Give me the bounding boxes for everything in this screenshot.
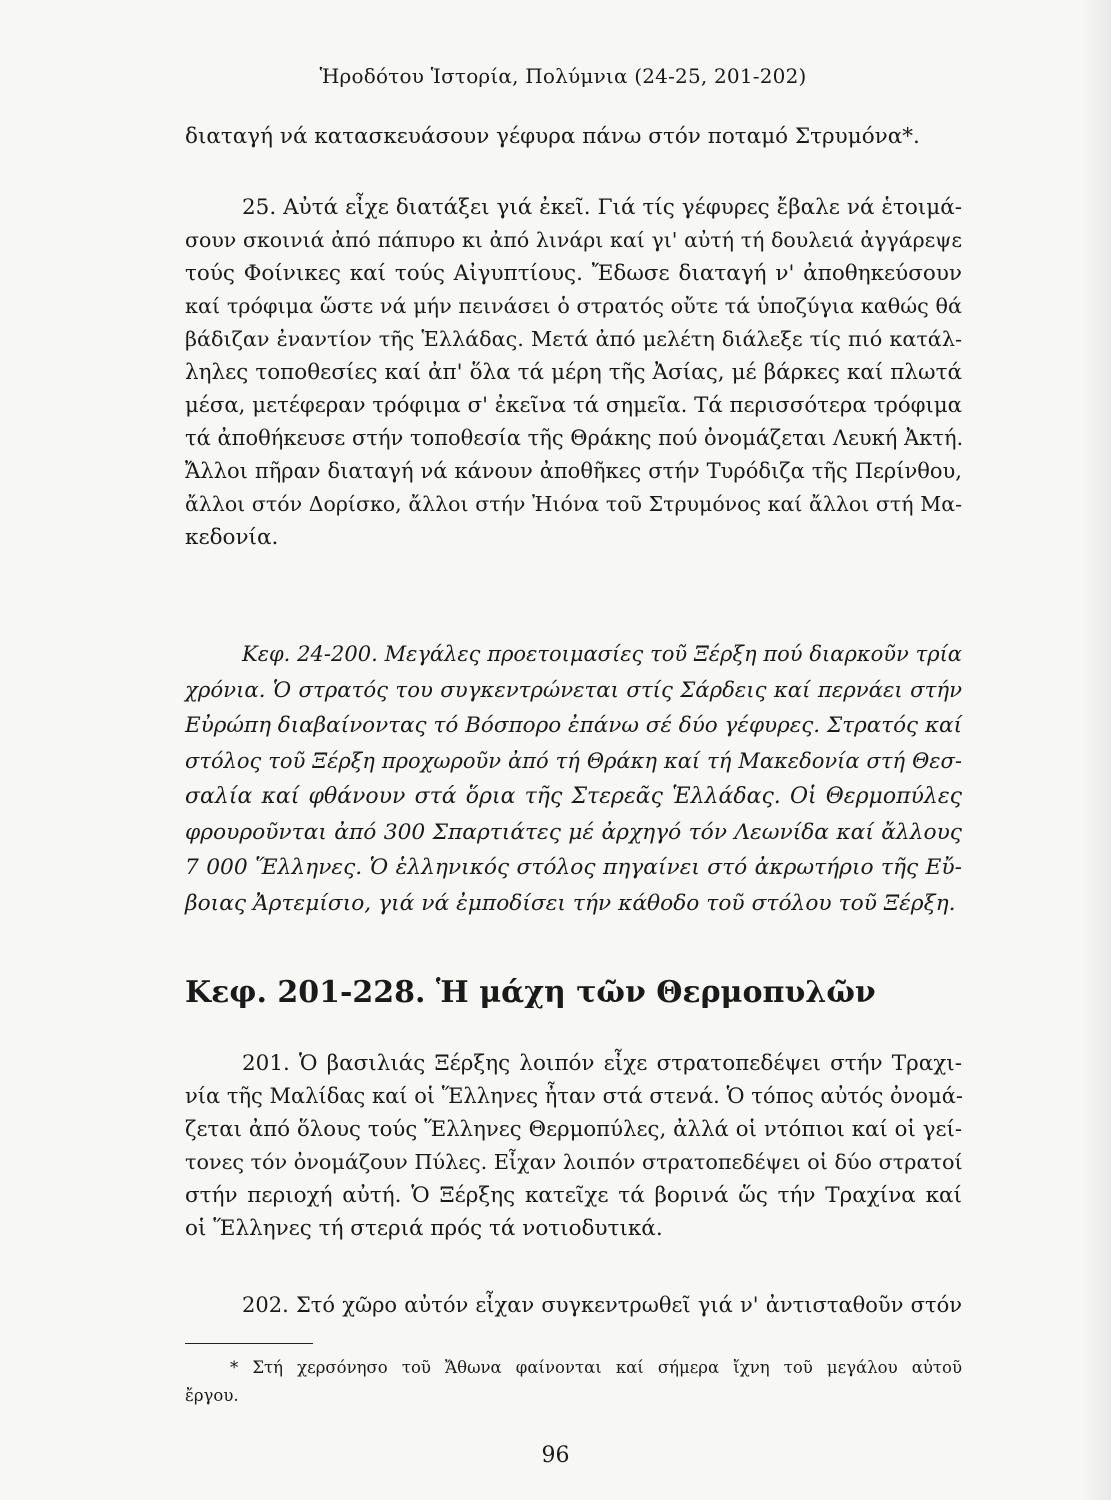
summary-line: σαλία καί φθάνουν στά ὅρια τῆς Στερεᾶς Ἑλλάδας. Οἱ Θερμοπύλες: [185, 784, 962, 809]
section-202-paragraph: [185, 1289, 962, 1322]
summary-line: βοιας Ἀρτεμίσιο, γιά νά ἐμποδίσει τήν κάθοδο τοῦ στόλου τοῦ Ξέρξη.: [185, 890, 956, 916]
text-line: 25. Αὐτά εἶχε διατάξει γιά ἐκεῖ. Γιά τίς γέφυρες ἔβαλε νά ἑτοιμά-: [242, 195, 962, 220]
page-number: 96: [541, 1443, 570, 1468]
text-line: οἱ Ἕλληνες τή στεριά πρός τά νοτιοδυτικά.: [185, 1216, 663, 1241]
footnote: [185, 1354, 962, 1410]
running-header: Ἡροδότου Ἱστορία, Πολύμνια (24-25, 201-202): [319, 64, 807, 88]
summary-line: φρουροῦνται ἀπό 300 Σπαρτιάτες μέ ἀρχηγό τόν Λεωνίδα καί ἄλλους: [185, 819, 962, 845]
summary-line: 7 000 Ἕλληνες. Ὁ ἑλληνικός στόλος πηγαίνει στό ἀκρωτήριο τῆς Εὔ-: [185, 855, 962, 880]
text-line: Ἄλλοι πῆραν διαταγή νά κάνουν ἀποθῆκες στήν Τυρόδιζα τῆς Περίνθου,: [185, 459, 962, 483]
chapter-heading: Κεφ. 201-228. Ἡ μάχη τῶν Θερμοπυλῶν: [185, 975, 876, 1010]
summary-line: Κεφ. 24-200. Μεγάλες προετοιμασίες τοῦ Ξέρξη πού διαρκοῦν τρία: [242, 642, 962, 666]
text-line: 202. Στό χῶρο αὐτόν εἶχαν συγκεντρωθεῖ γιά ν' ἀντισταθοῦν στόν: [242, 1293, 962, 1317]
summary-line: χρόνια. Ὁ στρατός του συγκεντρώνεται στίς Σάρδεις καί περνάει στήν: [185, 677, 962, 703]
text-line: μέσα, μετέφεραν τρόφιμα σ' ἐκεῖνα τά σημεῖα. Τά περισσότερα τρόφιμα: [185, 393, 962, 418]
text-line: κεδονία.: [185, 525, 279, 550]
summary-line: Εὐρώπη διαβαίνοντας τό Βόσπορο ἐπάνω σέ δύο γέφυρες. Στρατός καί: [185, 713, 962, 738]
continuation-paragraph: [185, 120, 962, 153]
page-edge-shadow: [1081, 0, 1111, 1500]
summary-line: στόλος τοῦ Ξέρξη προχωροῦν ἀπό τή Θράκη καί τή Μακεδονία στή Θεσ-: [185, 748, 962, 773]
section-25-paragraph: [185, 191, 962, 554]
text-line: νία τῆς Μαλίδας καί οἱ Ἕλληνες ἦταν στά στενά. Ὁ τόπος αὐτός ὀνομά-: [185, 1084, 964, 1108]
text-line: καί τρόφιμα ὥστε νά μήν πεινάσει ὁ στρατός οὔτε τά ὑποζύγια καθώς θά: [185, 294, 962, 318]
text-line: βάδιζαν ἐναντίον τῆς Ἑλλάδας. Μετά ἀπό μελέτη διάλεξε τίς πιό κατάλ-: [185, 327, 962, 351]
text-line: στήν περιοχή αὐτή. Ὁ Ξέρξης κατεῖχε τά βορινά ὥς τήν Τραχίνα καί: [185, 1183, 962, 1208]
text-line: ληλες τοποθεσίες καί ἀπ' ὅλα τά μέρη τῆς Ἀσίας, μέ βάρκες καί πλωτά: [185, 360, 962, 385]
text-line: ζεται ἀπό ὅλους τούς Ἕλληνες Θερμοπύλες, ἀλλά οἱ ντόπιοι καί οἱ γεί-: [185, 1117, 962, 1142]
text-line: τονες τόν ὀνομάζουν Πύλες. Εἶχαν λοιπόν στρατοπεδέψει οἱ δύο στρατοί: [185, 1150, 963, 1174]
footnote-line: * Στή χερσόνησο τοῦ Ἄθωνα φαίνονται καί σήμερα ἴχνη τοῦ μεγάλου αὐτοῦ: [230, 1358, 962, 1377]
chapter-summary: [185, 637, 962, 921]
text-line: διαταγή νά κατασκευάσουν γέφυρα πάνω στόν ποταμό Στρυμόνα*.: [185, 124, 920, 149]
text-line: ἄλλοι στόν Δορίσκο, ἄλλοι στήν Ἠιόνα τοῦ Στρυμόνος καί ἄλλοι στή Μα-: [185, 492, 962, 516]
text-line: σουν σκοινιά ἀπό πάπυρο κι ἀπό λινάρι καί γι' αὐτή τή δουλειά ἀγγάρεψε: [185, 228, 962, 252]
text-line: τούς Φοίνικες καί τούς Αἰγυπτίους. Ἔδωσε διαταγή ν' ἀποθηκεύσουν: [185, 261, 962, 286]
text-line: τά ἀποθήκευσε στήν τοποθεσία τῆς Θράκης πού ὀνομάζεται Λευκή Ἀκτή.: [185, 426, 964, 450]
section-201-paragraph: [185, 1047, 962, 1245]
footnote-line: ἔργου.: [185, 1386, 239, 1405]
text-line: 201. Ὁ βασιλιάς Ξέρξης λοιπόν εἶχε στρατοπεδέψει στήν Τραχι-: [242, 1051, 962, 1076]
footnote-divider: [185, 1343, 313, 1344]
